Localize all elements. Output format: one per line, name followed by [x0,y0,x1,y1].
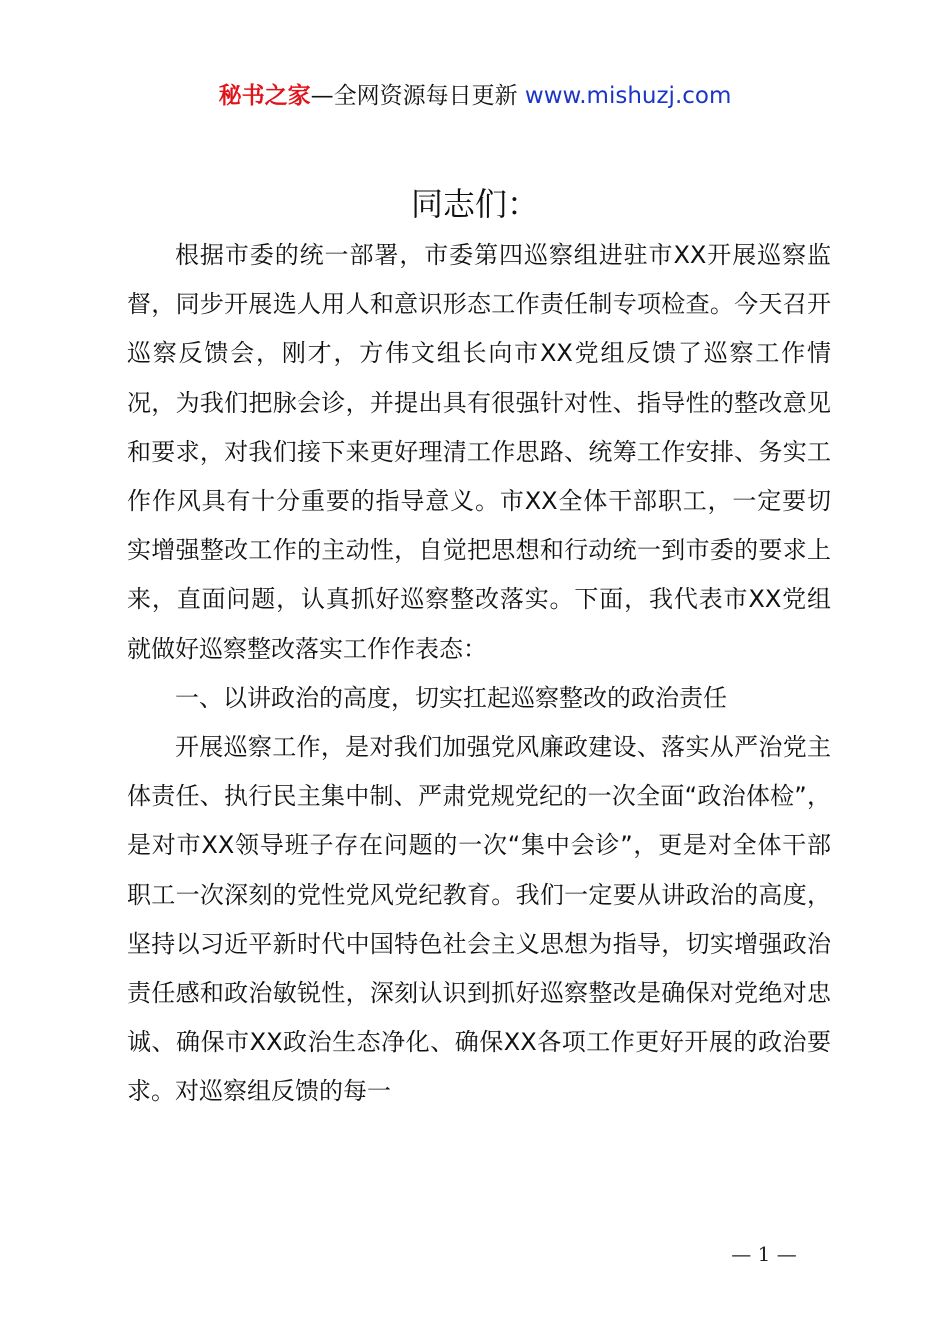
document-body [127,231,831,1117]
site-url-link[interactable]: www.mishuzj.com [524,83,732,109]
paragraph-section-1: 开展巡察工作，是对我们加强党风廉政建设、落实从严治党主体责任、执行民主集中制、严肃党规党纪的一次全面“政治体检”，是对市XX领导班子存在问题的一次“集中会诊”，更是对全体干部职工一次深刻的党性党风党纪教育。我们一定要从讲政治的高度，坚持以习近平新时代中国特色社会主义思想为指导，切实增强政治责任感和政治敏锐性，深刻认识到抓好巡察整改是确保对党绝对忠诚、确保市XX政治生态净化、确保XX各项工作更好开展的政治要求。对巡察组反馈的每一 [127,733,831,1106]
site-banner [0,80,950,112]
section-heading-1: 一、以讲政治的高度，切实扛起巡察整改的政治责任 [175,683,727,712]
document-title: 同志们： [410,185,539,223]
site-brand: 秘书之家 [218,83,311,109]
page-number: — 1 — [731,1242,797,1266]
site-tagline: —全网资源每日更新 [310,83,525,109]
paragraph-intro: 根据市委的统一部署，市委第四巡察组进驻市XX开展巡察监督，同步开展选人用人和意识形态工作责任制专项检查。今天召开巡察反馈会，刚才，方伟文组长向市XX党组反馈了巡察工作情况，为我们把脉会诊，并提出具有很强针对性、指导性的整改意见和要求，对我们接下来更好理清工作思路、统筹工作安排、务实工作作风具有十分重要的指导意义。市XX全体干部职工，一定要切实增强整改工作的主动性，自觉把思想和行动统一到市委的要求上来，直面问题，认真抓好巡察整改落实。下面，我代表市XX党组就做好巡察整改落实工作作表态： [127,241,831,663]
